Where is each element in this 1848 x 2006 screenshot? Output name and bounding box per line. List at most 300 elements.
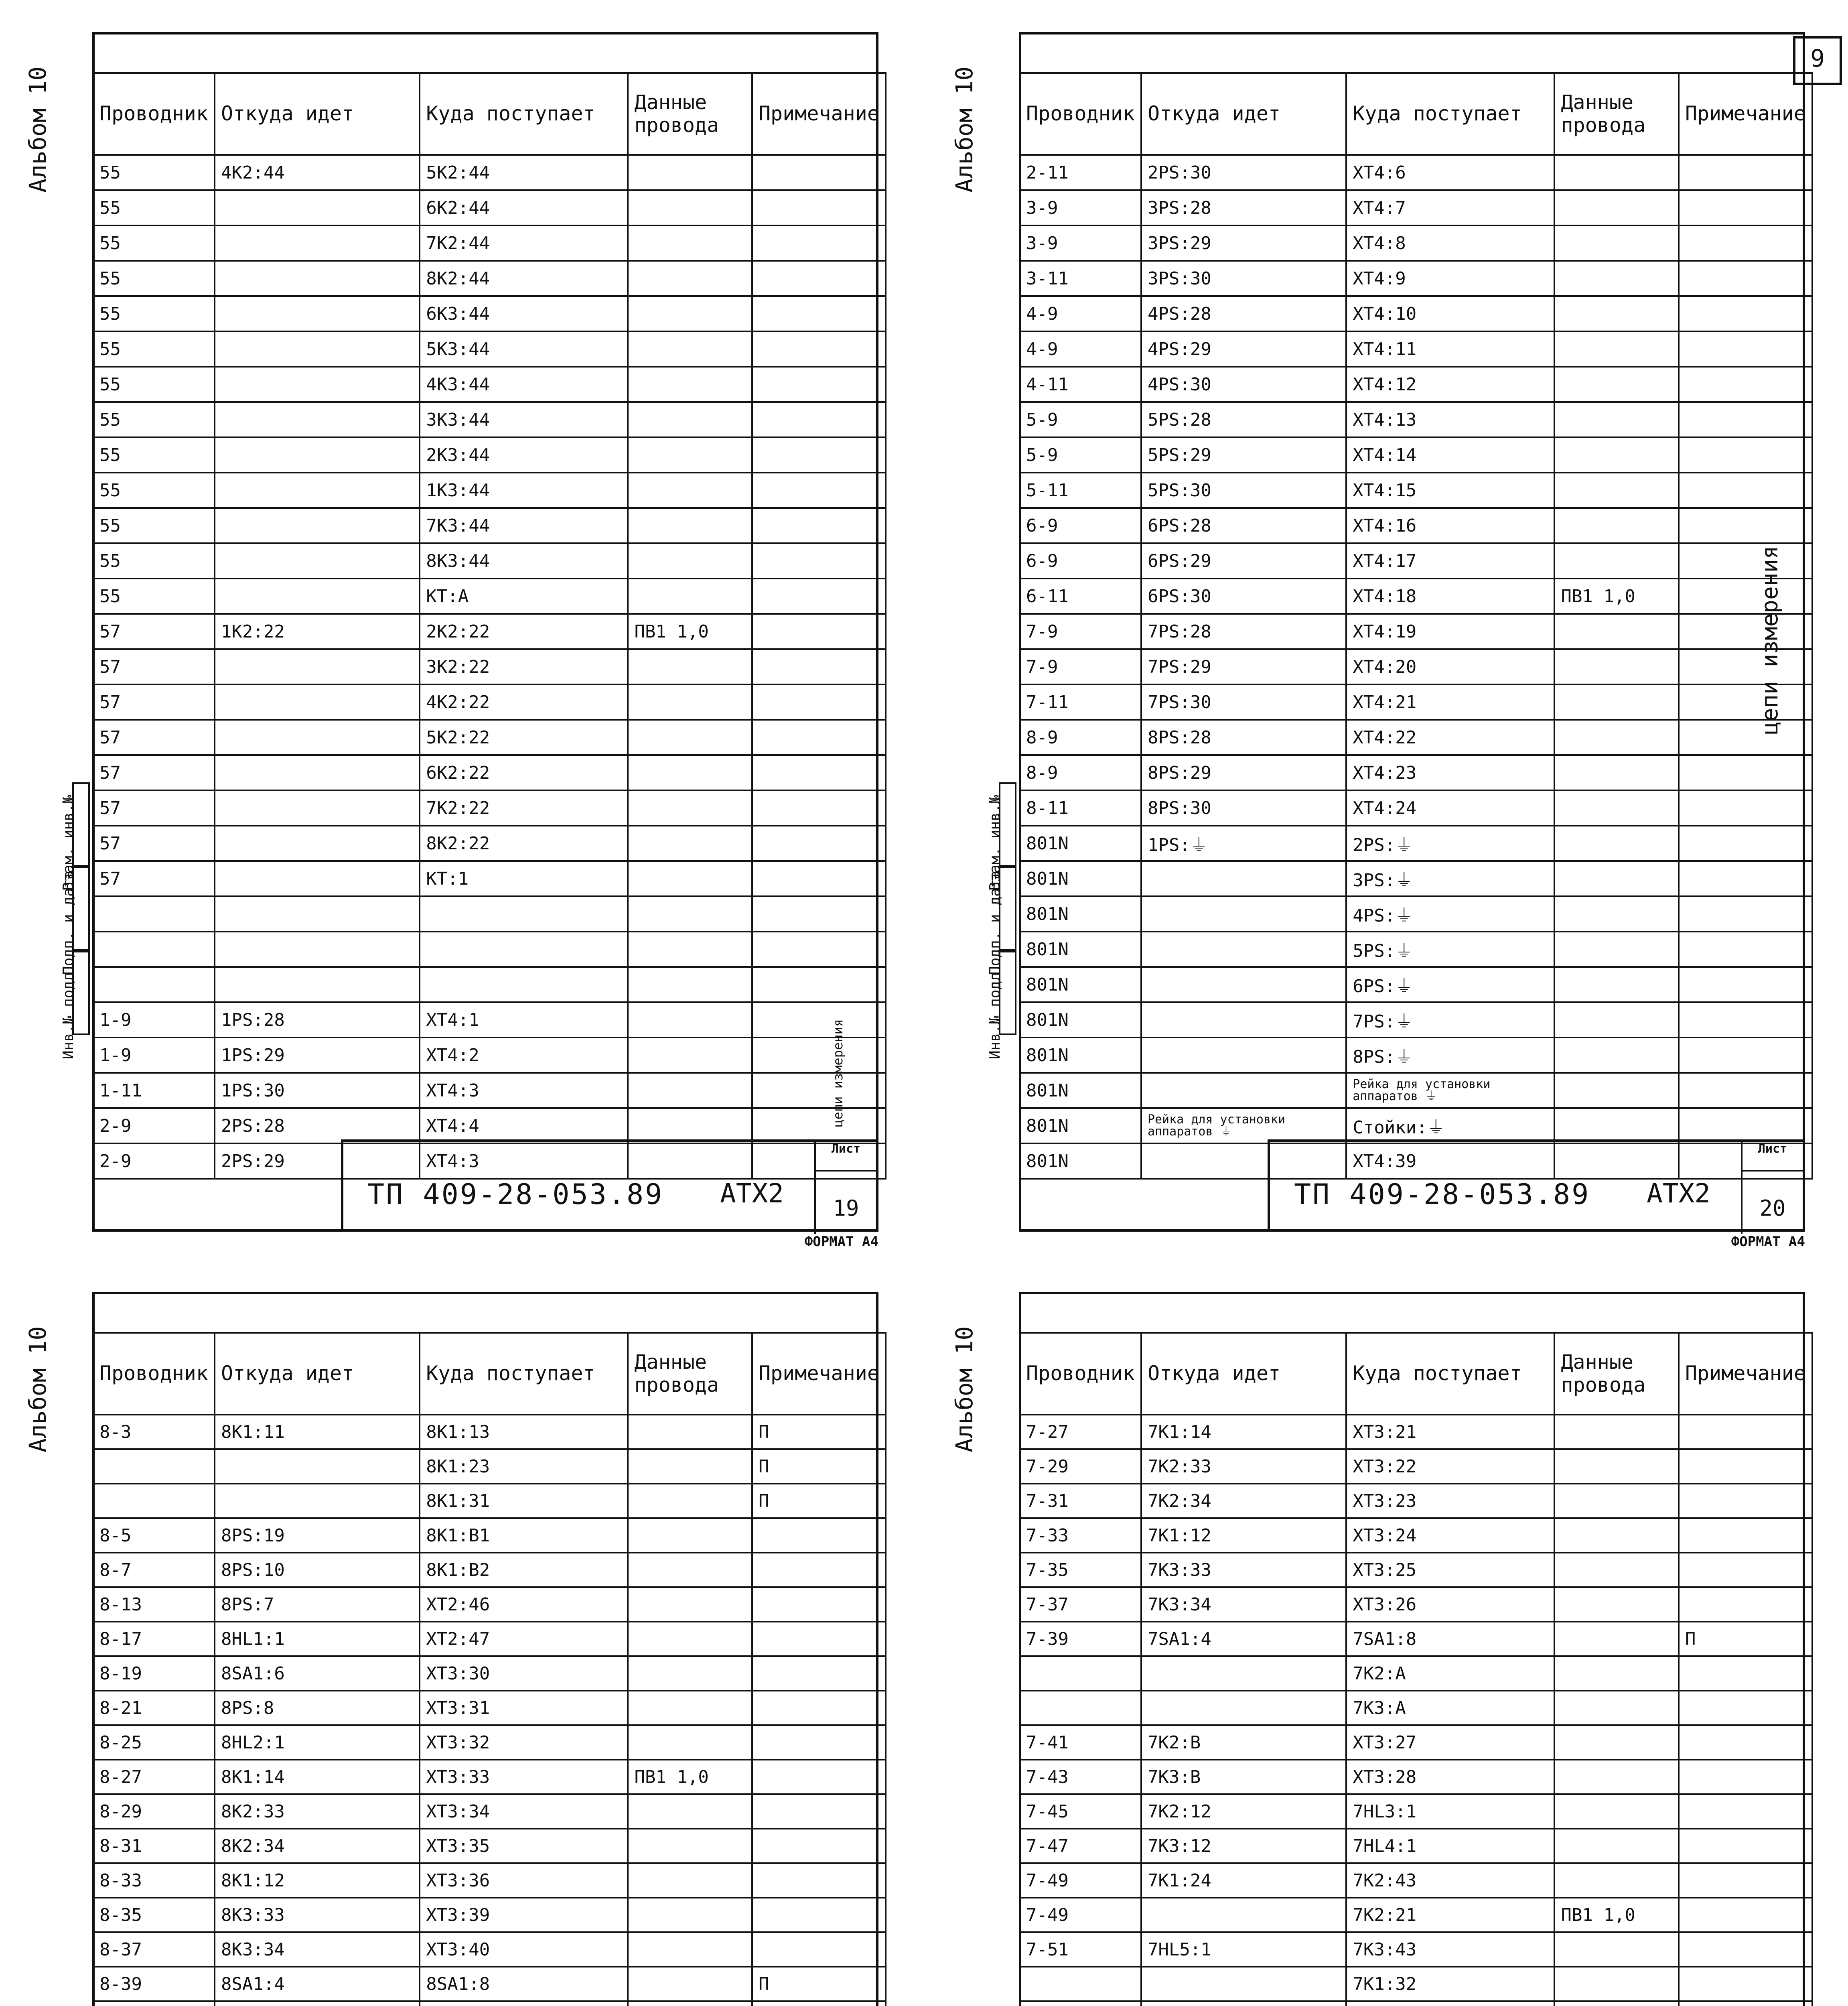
- table-cell: 7SA1:4: [1141, 1622, 1346, 1656]
- table-cell: 801N: [1020, 861, 1141, 896]
- table-cell: [752, 755, 886, 790]
- table-cell: ХТ4:22: [1346, 720, 1554, 755]
- table-cell: 3PS:30: [1141, 261, 1346, 296]
- table-cell: [752, 1898, 886, 1932]
- table-cell: [1679, 684, 1812, 720]
- table-cell: [628, 826, 752, 861]
- table-cell: [628, 296, 752, 331]
- table-cell: [1679, 1794, 1812, 1829]
- table-cell: [752, 967, 886, 1002]
- table-cell: 8-13: [93, 1587, 215, 1622]
- table-cell: [1554, 1415, 1679, 1449]
- table-row: [1020, 649, 1812, 684]
- table-cell: [1020, 1656, 1141, 1691]
- table-cell: ХТ4:13: [1346, 402, 1554, 437]
- table-cell: [1679, 649, 1812, 684]
- table-cell: [752, 1760, 886, 1794]
- table-cell: [215, 543, 420, 579]
- table-cell: 6PS:⏚: [1346, 967, 1554, 1002]
- table-cell: [628, 1622, 752, 1656]
- table-cell: 7-43: [1020, 1760, 1141, 1794]
- table-row: [93, 614, 886, 649]
- table-cell: Стойки:⏚: [1346, 1108, 1554, 1143]
- table-cell: [1679, 367, 1812, 402]
- table-cell: [628, 649, 752, 684]
- title-stamp: [341, 1139, 878, 1232]
- table-cell: 7К1:14: [1141, 1415, 1346, 1449]
- table-cell: 7-41: [1020, 1725, 1141, 1760]
- table-cell: [752, 614, 886, 649]
- table-cell: [1679, 190, 1812, 225]
- table-cell: [752, 261, 886, 296]
- table-cell: 8К1:В1: [420, 1518, 628, 1553]
- table-cell: [1141, 896, 1346, 932]
- table-cell: 57: [93, 755, 215, 790]
- table-cell: 8К2:44: [420, 261, 628, 296]
- table-row: [93, 826, 886, 861]
- table-cell: [1141, 1038, 1346, 1073]
- table-cell: 8-7: [93, 1553, 215, 1587]
- table-row: [93, 579, 886, 614]
- table-cell: 6-11: [1020, 579, 1141, 614]
- table-cell: [1554, 1932, 1679, 1967]
- table-cell: [1679, 755, 1812, 790]
- table-cell: [1554, 1760, 1679, 1794]
- table-cell: 801N: [1020, 1073, 1141, 1108]
- table-cell: 7PS:29: [1141, 649, 1346, 684]
- table-cell: [628, 1932, 752, 1967]
- table-row: [93, 543, 886, 579]
- table-cell: [628, 261, 752, 296]
- table-cell: [752, 649, 886, 684]
- table-cell: 4К2:22: [420, 684, 628, 720]
- table-row: [1020, 1725, 1812, 1760]
- side-label: Взам. инв.№: [987, 795, 1003, 891]
- table-cell: 8К3:33: [215, 1898, 420, 1932]
- table-cell: [1679, 1829, 1812, 1863]
- table-cell: [628, 1691, 752, 1725]
- column-header: Данные провода: [628, 73, 752, 155]
- table-cell: 6К2:22: [420, 755, 628, 790]
- table-row: [93, 1898, 886, 1932]
- table-cell: [1554, 1967, 1679, 2001]
- table-cell: [215, 579, 420, 614]
- table-cell: ПВ1 1,0: [628, 1760, 752, 1794]
- table-cell: 7К3:12: [1141, 1829, 1346, 1863]
- table-cell: 8К1:12: [215, 1863, 420, 1898]
- table-cell: [628, 1656, 752, 1691]
- table-cell: 5-11: [1020, 473, 1141, 508]
- table-cell: 4-11: [1020, 367, 1141, 402]
- header-row: [1020, 73, 1812, 155]
- sheet-17: [935, 1284, 1813, 2006]
- table-cell: [1554, 1794, 1679, 1829]
- format-label: ФОРМАТ А4: [1731, 1234, 1805, 1250]
- table-cell: [1679, 1587, 1812, 1622]
- table-cell: [215, 437, 420, 473]
- table-cell: [752, 1794, 886, 1829]
- table-row: [1020, 684, 1812, 720]
- table-row: [1020, 1967, 1812, 2001]
- table-row: [1020, 1073, 1812, 1108]
- table-cell: [628, 1587, 752, 1622]
- table-cell: 7HL3:1: [1346, 1794, 1554, 1829]
- table-cell: [215, 190, 420, 225]
- table-row: [1020, 437, 1812, 473]
- table-cell: [215, 861, 420, 896]
- table-cell: П: [1679, 1622, 1812, 1656]
- table-cell: [1141, 1002, 1346, 1038]
- table-cell: ХТ4:7: [1346, 190, 1554, 225]
- table-cell: [1554, 1484, 1679, 1518]
- table-cell: 2К3:44: [420, 437, 628, 473]
- table-row: [93, 1484, 886, 1518]
- table-cell: 57: [93, 614, 215, 649]
- table-cell: 5PS:⏚: [1346, 932, 1554, 967]
- table-row: [93, 1518, 886, 1553]
- table-cell: [1554, 755, 1679, 790]
- table-row: [1020, 614, 1812, 649]
- table-row: [93, 1760, 886, 1794]
- table-cell: 8SA1:6: [215, 1656, 420, 1691]
- table-cell: [752, 1691, 886, 1725]
- table-row: [93, 261, 886, 296]
- header-row: [93, 73, 886, 155]
- sheet-type: АТХ2: [720, 1178, 784, 1209]
- table-row: [1020, 225, 1812, 261]
- table-cell: 7К2:12: [1141, 1794, 1346, 1829]
- table-row: [93, 1725, 886, 1760]
- table-cell: 55: [93, 155, 215, 190]
- table-cell: [1554, 1108, 1679, 1143]
- table-cell: ХТ3:27: [1346, 1725, 1554, 1760]
- column-header: Данные провода: [1554, 1333, 1679, 1415]
- table-cell: [752, 896, 886, 932]
- table-cell: 801N: [1020, 826, 1141, 861]
- table-cell: 2PS:⏚: [1346, 826, 1554, 861]
- table-cell: 5К3:44: [420, 331, 628, 367]
- table-cell: 801N: [1020, 1143, 1141, 1179]
- table-cell: 55: [93, 579, 215, 614]
- side-label: Подп. и дата: [60, 870, 77, 975]
- table-cell: 1PS:28: [215, 1002, 420, 1038]
- table-row: [1020, 1622, 1812, 1656]
- table-cell: 55: [93, 296, 215, 331]
- table-cell: [752, 1002, 886, 1038]
- column-header: Примечание: [752, 73, 886, 155]
- table-cell: 5К2:44: [420, 155, 628, 190]
- table-cell: [1679, 1553, 1812, 1587]
- table-cell: [1554, 1656, 1679, 1691]
- table-cell: [628, 367, 752, 402]
- table-cell: [1554, 1725, 1679, 1760]
- table-cell: 7К2:В: [1141, 1725, 1346, 1760]
- table-row: [1020, 1518, 1812, 1553]
- table-row: [93, 1967, 886, 2001]
- table-cell: ХТ3:28: [1346, 1760, 1554, 1794]
- table-cell: П: [752, 1449, 886, 1484]
- table-cell: 3PS:⏚: [1346, 861, 1554, 896]
- table-cell: ХТ3:35: [420, 1829, 628, 1863]
- table-cell: [752, 1656, 886, 1691]
- table-cell: [215, 755, 420, 790]
- table-cell: [752, 1829, 886, 1863]
- table-cell: [628, 508, 752, 543]
- table-cell: П: [752, 1484, 886, 1518]
- table-cell: [628, 1518, 752, 1553]
- table-cell: 5-9: [1020, 437, 1141, 473]
- table-cell: 7К2:44: [420, 225, 628, 261]
- table-cell: [752, 296, 886, 331]
- table-cell: [1679, 1863, 1812, 1898]
- table-cell: [215, 1484, 420, 1518]
- table-cell: 7К2:33: [1141, 1449, 1346, 1484]
- table-cell: [1679, 261, 1812, 296]
- table-cell: [752, 1725, 886, 1760]
- column-header: Куда поступает: [1346, 1333, 1554, 1415]
- table-cell: [752, 402, 886, 437]
- table-cell: [1679, 225, 1812, 261]
- table-row: [1020, 508, 1812, 543]
- table-cell: [1554, 967, 1679, 1002]
- table-cell: 7К2:43: [1346, 1863, 1554, 1898]
- table-cell: 4-9: [1020, 296, 1141, 331]
- table-cell: 7К3:А: [1346, 1691, 1554, 1725]
- table-cell: [752, 367, 886, 402]
- table-cell: [628, 684, 752, 720]
- table-cell: [1679, 932, 1812, 967]
- column-header: Проводник: [93, 73, 215, 155]
- side-label: Инв.№ подл.: [60, 963, 77, 1059]
- table-cell: 7К3:44: [420, 508, 628, 543]
- table-cell: [1554, 1002, 1679, 1038]
- table-cell: [1554, 1691, 1679, 1725]
- table-cell: [1679, 473, 1812, 508]
- table-cell: 55: [93, 437, 215, 473]
- table-row: [93, 1622, 886, 1656]
- table-cell: 8HL1:1: [215, 1622, 420, 1656]
- table-cell: 8К2:34: [215, 1829, 420, 1863]
- table-cell: 3-9: [1020, 190, 1141, 225]
- table-row: [1020, 402, 1812, 437]
- table-cell: ПВ1 1,0: [1554, 579, 1679, 614]
- table-cell: 8К1:В2: [420, 1553, 628, 1587]
- table-cell: 8К1:31: [420, 1484, 628, 1518]
- table-cell: 8SA1:8: [420, 1967, 628, 2001]
- table-row: [93, 1038, 886, 1073]
- table-cell: [752, 331, 886, 367]
- table-cell: 1-11: [93, 1073, 215, 1108]
- side-label: Подп. и дата: [987, 870, 1003, 975]
- table-row: [93, 367, 886, 402]
- table-cell: ПВ1 1,0: [628, 614, 752, 649]
- table-row: [93, 1863, 886, 1898]
- table-cell: [1679, 508, 1812, 543]
- column-header: Куда поступает: [420, 73, 628, 155]
- column-header: Данные провода: [628, 1333, 752, 1415]
- table-cell: 55: [93, 543, 215, 579]
- table-cell: ХТ4:2: [420, 1038, 628, 1073]
- table-cell: ХТ3:32: [420, 1725, 628, 1760]
- table-cell: [1020, 1967, 1141, 2001]
- table-row: [93, 967, 886, 1002]
- table-cell: 57: [93, 649, 215, 684]
- table-row: [1020, 1656, 1812, 1691]
- table-cell: [1554, 896, 1679, 932]
- table-row: [93, 1108, 886, 1143]
- table-cell: 8PS:30: [1141, 790, 1346, 826]
- table-row: [93, 508, 886, 543]
- table-cell: 3К2:22: [420, 649, 628, 684]
- table-cell: [93, 2001, 215, 2006]
- table-cell: 8-21: [93, 1691, 215, 1725]
- table-cell: 1PS:30: [215, 1073, 420, 1108]
- table-cell: [1554, 1553, 1679, 1587]
- table-cell: 6К2:44: [420, 190, 628, 225]
- table-cell: [1679, 1898, 1812, 1932]
- table-row: [1020, 1863, 1812, 1898]
- table-row: [1020, 1038, 1812, 1073]
- table-cell: ХТ4:23: [1346, 755, 1554, 790]
- table-row: [93, 296, 886, 331]
- table-cell: ХТ3:40: [420, 1932, 628, 1967]
- table-cell: 1PS:29: [215, 1038, 420, 1073]
- table-cell: [628, 932, 752, 967]
- table-cell: [628, 579, 752, 614]
- table-row: [1020, 932, 1812, 967]
- table-cell: 5PS:28: [1141, 402, 1346, 437]
- table-row: [1020, 896, 1812, 932]
- group-note: цепи измерения: [830, 1019, 846, 1127]
- table-cell: [1679, 1518, 1812, 1553]
- table-cell: [1141, 1898, 1346, 1932]
- table-cell: [752, 2001, 886, 2006]
- table-cell: [1679, 402, 1812, 437]
- table-cell: КТ:1: [420, 861, 628, 896]
- table-cell: 8-5: [93, 1518, 215, 1553]
- table-cell: 7-35: [1020, 1553, 1141, 1587]
- table-cell: [752, 437, 886, 473]
- table-cell: [628, 402, 752, 437]
- table-cell: 8К3:44: [420, 543, 628, 579]
- table-cell: 1PS:⏚: [1141, 826, 1346, 861]
- table-cell: 55: [93, 225, 215, 261]
- table-cell: 3PS:28: [1141, 190, 1346, 225]
- table-cell: [1554, 155, 1679, 190]
- table-cell: [628, 2001, 752, 2006]
- table-cell: [628, 1725, 752, 1760]
- table-cell: [1679, 861, 1812, 896]
- table-row: [1020, 190, 1812, 225]
- table-row: [1020, 1587, 1812, 1622]
- table-cell: [1679, 720, 1812, 755]
- table-cell: 55: [93, 261, 215, 296]
- table-cell: [215, 720, 420, 755]
- table-cell: ХТ4:9: [1346, 261, 1554, 296]
- table-cell: [1679, 1449, 1812, 1484]
- table-cell: 8-35: [93, 1898, 215, 1932]
- table-cell: [93, 1449, 215, 1484]
- table-row: [93, 720, 886, 755]
- column-header: Откуда идет: [1141, 73, 1346, 155]
- table-cell: [1554, 1863, 1679, 1898]
- table-cell: [1554, 614, 1679, 649]
- table-cell: ПВ1 1,0: [1554, 1898, 1679, 1932]
- table-cell: ХТ4:10: [1346, 296, 1554, 331]
- table-cell: [1554, 225, 1679, 261]
- column-header: Примечание: [1679, 73, 1812, 155]
- table-cell: [1679, 1038, 1812, 1073]
- table-row: [93, 331, 886, 367]
- table-row: [1020, 473, 1812, 508]
- table-row: [93, 155, 886, 190]
- table-cell: 2-11: [1020, 155, 1141, 190]
- table-cell: ХТ4:19: [1346, 614, 1554, 649]
- table-cell: 2К2:22: [420, 614, 628, 649]
- table-cell: [1554, 508, 1679, 543]
- table-cell: [1554, 331, 1679, 367]
- table-row: [1020, 1449, 1812, 1484]
- table-cell: [752, 225, 886, 261]
- table-cell: [1679, 896, 1812, 932]
- column-header: Откуда идет: [215, 1333, 420, 1415]
- table-row: [1020, 155, 1812, 190]
- table-cell: [1679, 1725, 1812, 1760]
- column-header: Данные провода: [1554, 73, 1679, 155]
- table-cell: [215, 790, 420, 826]
- table-cell: [752, 1038, 886, 1073]
- table-cell: [752, 1587, 886, 1622]
- table-cell: [215, 2001, 420, 2006]
- table-cell: 7-9: [1020, 614, 1141, 649]
- table-cell: 8PS:8: [215, 1691, 420, 1725]
- table-row: [1020, 367, 1812, 402]
- table-cell: 8-25: [93, 1725, 215, 1760]
- table-cell: 8PS:28: [1141, 720, 1346, 755]
- table-cell: 7-49: [1020, 1898, 1141, 1932]
- table-cell: [1679, 1932, 1812, 1967]
- table-cell: ХТ4:17: [1346, 543, 1554, 579]
- table-cell: 7К1:24: [1141, 1863, 1346, 1898]
- column-header: Примечание: [752, 1333, 886, 1415]
- album-label: Альбом 10: [24, 66, 51, 193]
- table-cell: [628, 861, 752, 896]
- table-cell: ХТ3:23: [1346, 1484, 1554, 1518]
- table-cell: П: [752, 1967, 886, 2001]
- table-cell: 57: [93, 826, 215, 861]
- table-cell: Рейка для установки аппаратов ⏚: [1346, 1073, 1554, 1108]
- table-cell: [752, 508, 886, 543]
- table-cell: [1141, 861, 1346, 896]
- table-row: [1020, 1108, 1812, 1143]
- table-cell: П: [752, 1415, 886, 1449]
- doc-code: ТП 409-28-053.89: [367, 1178, 664, 1211]
- table-cell: ХТ3:39: [420, 1898, 628, 1932]
- table-cell: [1679, 2001, 1812, 2006]
- table-cell: [1554, 1622, 1679, 1656]
- table-cell: 8PS:29: [1141, 755, 1346, 790]
- table-cell: [1554, 861, 1679, 896]
- table-cell: 7-49: [1020, 1863, 1141, 1898]
- table-cell: [752, 1553, 886, 1587]
- table-cell: [1679, 967, 1812, 1002]
- table-cell: ХТ2:46: [420, 1587, 628, 1622]
- table-cell: ХТ4:39: [1346, 1143, 1554, 1179]
- table-cell: 7-27: [1020, 1415, 1141, 1449]
- table-cell: [628, 1794, 752, 1829]
- wiring-table: [1019, 1332, 1813, 2006]
- table-cell: [215, 473, 420, 508]
